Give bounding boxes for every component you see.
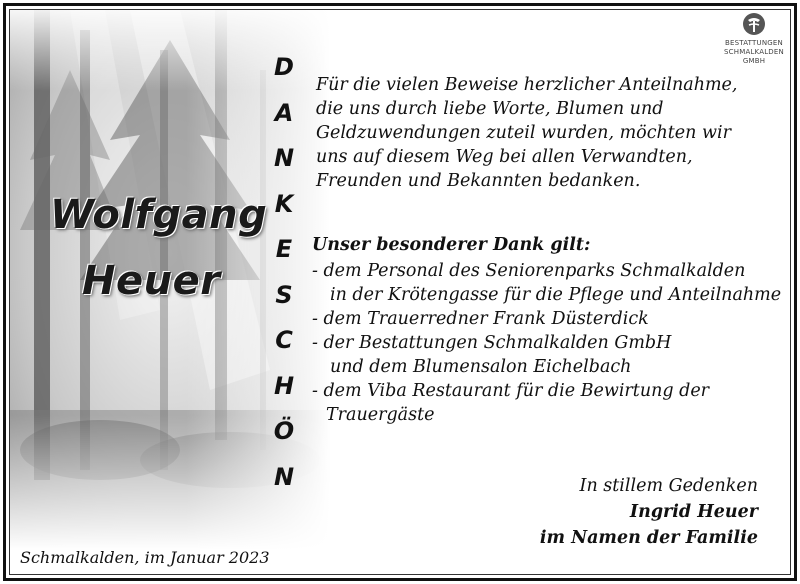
logo-line-3: GMBH	[742, 57, 766, 65]
list-item: - der Bestattungen Schmalkalden GmbH	[312, 333, 672, 353]
vertical-letter: S	[275, 280, 293, 309]
paragraph-line: Für die vielen Beweise herzlicher Anteilnahme,	[316, 75, 738, 95]
logo-line-1: BESTATTUNGEN	[725, 39, 783, 47]
special-thanks-list	[312, 259, 781, 427]
vertical-letter: E	[275, 235, 293, 264]
signatory-name: Ingrid Heuer	[629, 502, 758, 522]
list-item-continuation: und dem Blumensalon Eichelbach	[330, 357, 632, 377]
vertical-letter: H	[273, 371, 295, 400]
list-item: - dem Trauerredner Frank Düsterdick	[312, 309, 649, 329]
vertical-letter: N	[273, 462, 295, 491]
logo-line-2: SCHMALKALDEN	[724, 48, 784, 56]
vertical-letter: N	[273, 144, 295, 173]
vertical-letter: Ö	[273, 417, 295, 446]
paragraph-line: Geldzuwendungen zuteil wurden, möchten wir	[316, 123, 731, 143]
list-item-continuation: in der Krötengasse für die Pflege und Anteilnahme	[330, 285, 782, 305]
funeral-home-logo	[722, 12, 786, 66]
vertical-letter: A	[274, 98, 294, 127]
deceased-first-name: Wolfgang	[50, 192, 268, 238]
paragraph-line: uns auf diesem Weg bei allen Verwandten,	[316, 147, 693, 167]
special-thanks-heading: Unser besonderer Dank gilt:	[312, 235, 591, 255]
vertical-letter: K	[274, 189, 294, 218]
closing-signature	[540, 473, 758, 551]
paragraph-line: die uns durch liebe Worte, Blumen und	[316, 99, 664, 119]
vertical-letter: C	[275, 326, 293, 355]
thank-you-paragraph	[316, 73, 737, 193]
list-item-continuation: Trauergäste	[326, 405, 435, 425]
list-item: - dem Viba Restaurant für die Bewirtung der	[312, 381, 710, 401]
deceased-last-name: Heuer	[82, 258, 221, 304]
funeral-home-emblem-icon	[742, 12, 766, 36]
paragraph-line: Freunden und Bekannten bedanken.	[316, 171, 641, 191]
place-and-date: Schmalkalden, im Januar 2023	[20, 548, 270, 567]
closing-phrase: In stillem Gedenken	[579, 476, 758, 496]
vertical-dankeschoen	[264, 52, 304, 492]
signatory-note: im Namen der Familie	[539, 528, 758, 548]
list-item: - dem Personal des Seniorenparks Schmalkalden	[312, 261, 746, 281]
vertical-letter: D	[274, 53, 294, 81]
